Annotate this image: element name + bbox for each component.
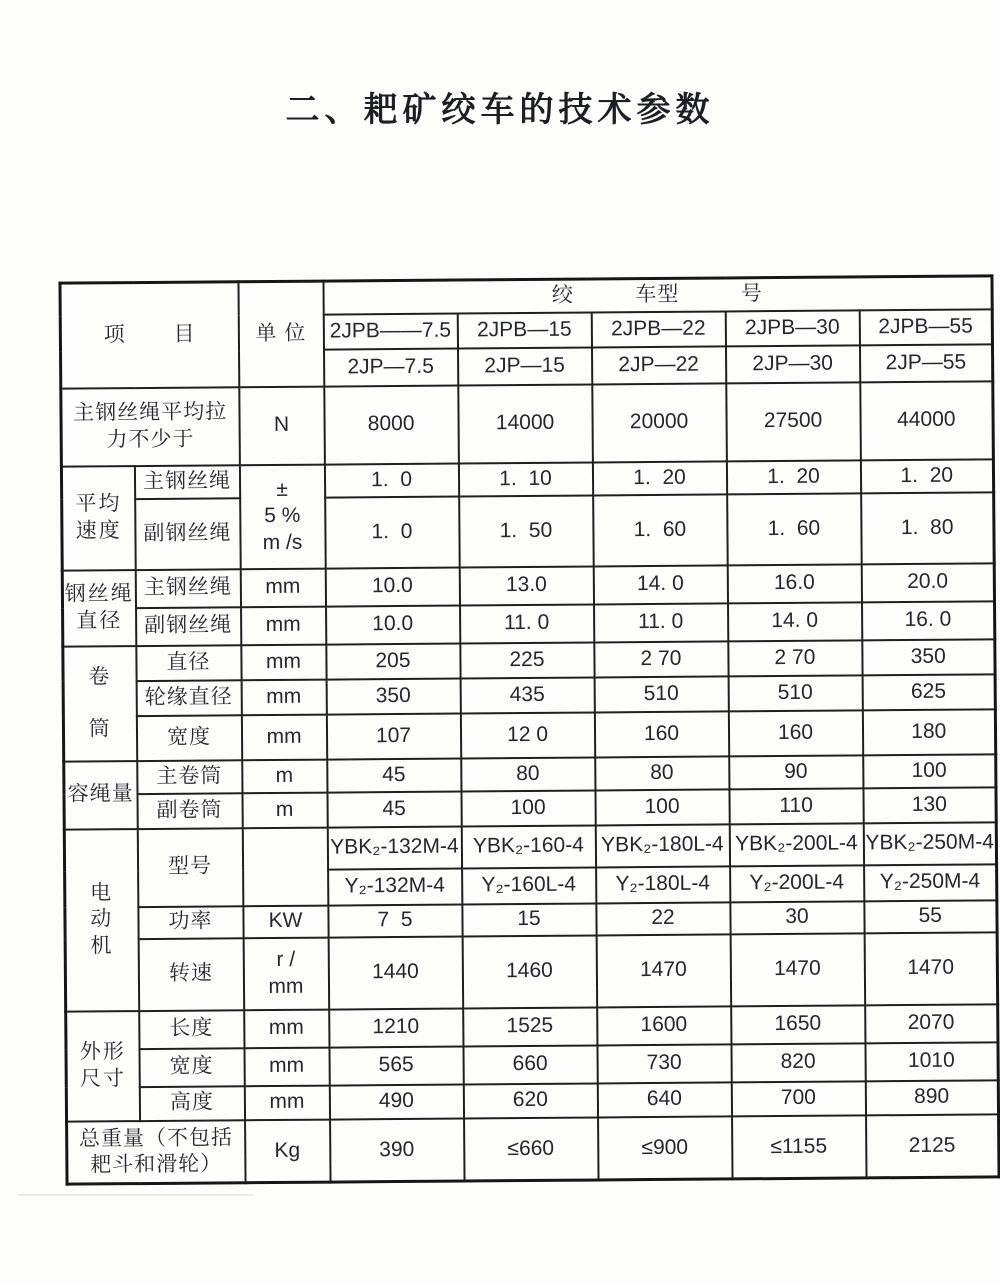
- value-cell: 1525: [463, 1007, 597, 1046]
- value-cell: 1. 20: [592, 461, 726, 495]
- value-cell: 10.0: [325, 567, 459, 606]
- spec-table: [58, 274, 1000, 1185]
- value-cell: 10.0: [326, 605, 460, 644]
- unit-cell: mm: [241, 714, 326, 760]
- value-cell: 1600: [597, 1006, 731, 1045]
- sub-label: 主卷筒: [137, 760, 242, 794]
- value-cell: 1. 20: [726, 460, 860, 494]
- value-cell: YBK₂-250M-4: [863, 822, 996, 865]
- value-cell: 107: [326, 713, 460, 759]
- value-cell: YBK₂-132M-4: [327, 826, 461, 869]
- value-cell: 11. 0: [594, 603, 728, 642]
- unit-cell: KW: [243, 905, 328, 938]
- sub-label: 功率: [138, 906, 243, 939]
- row-motor-speed: [65, 932, 998, 1011]
- value-cell: 1. 60: [593, 494, 728, 566]
- value-cell: 1. 50: [459, 495, 594, 567]
- header-unit-cell: 单 位: [238, 281, 324, 387]
- value-cell: 1470: [864, 932, 998, 1005]
- value-cell: 1. 10: [458, 462, 592, 496]
- sub-label: 轮缘直径: [136, 680, 241, 716]
- value-cell: ≤900: [598, 1116, 732, 1180]
- value-cell: 16. 0: [862, 601, 995, 640]
- sub-label: 副钢丝绳: [136, 607, 241, 646]
- row-label: 总重量（不包括 耙斗和滑轮）: [67, 1120, 245, 1184]
- value-cell: 100: [595, 789, 729, 825]
- value-cell: 45: [327, 791, 461, 827]
- sub-label: 副卷筒: [137, 793, 242, 829]
- scan-artifact-line: [18, 1194, 253, 1196]
- document-page: [0, 82, 1000, 1177]
- value-cell: 160: [594, 711, 728, 757]
- model-cell: 2JPB—15: [457, 312, 591, 348]
- row-label: 主钢丝绳平均拉 力不少于: [61, 387, 240, 466]
- value-cell: 1010: [865, 1042, 998, 1081]
- unit-cell: mm: [244, 1085, 329, 1120]
- value-cell: YBK₂-180L-4: [595, 824, 729, 867]
- value-cell: 180: [862, 709, 995, 755]
- sub-label: 长度: [139, 1010, 244, 1049]
- value-cell: 435: [460, 677, 594, 713]
- row-pull-force: [61, 381, 994, 466]
- header-model-group-cell: 绞 车型 号: [323, 276, 992, 314]
- unit-cell: m: [242, 792, 327, 828]
- value-cell: 1470: [596, 934, 731, 1007]
- value-cell: 1. 60: [727, 493, 862, 565]
- sub-label: 型号: [137, 828, 243, 907]
- value-cell: 2070: [865, 1004, 998, 1043]
- value-cell: 1. 20: [860, 459, 993, 493]
- unit-cell: mm: [241, 679, 326, 715]
- value-cell: 15: [462, 903, 596, 936]
- value-cell: 730: [597, 1044, 731, 1083]
- value-cell: 620: [463, 1083, 597, 1118]
- model-cell: 2JPB—55: [859, 309, 992, 345]
- sub-label: 高度: [139, 1086, 244, 1121]
- row-total-weight: [67, 1114, 999, 1184]
- value-cell: 205: [326, 643, 460, 679]
- model-cell: 2JP—7.5: [324, 348, 458, 386]
- sub-label: 宽度: [136, 715, 241, 761]
- value-cell: 13.0: [459, 566, 593, 605]
- sub-label: 主钢丝绳: [134, 465, 239, 499]
- value-cell: 1470: [730, 933, 865, 1006]
- sub-label: 副钢丝绳: [135, 498, 241, 570]
- value-cell: 1440: [328, 936, 463, 1009]
- value-cell: 55: [864, 900, 997, 933]
- group-label: 外形 尺寸: [66, 1011, 140, 1122]
- value-cell: 350: [862, 639, 995, 675]
- model-cell: 2JP—55: [859, 344, 992, 382]
- unit-cell: ± 5 % m /s: [239, 464, 325, 569]
- value-cell: Y₂-132M-4: [328, 868, 462, 905]
- value-cell: 160: [728, 710, 862, 756]
- value-cell: 20000: [592, 383, 727, 462]
- group-label: 电 动 机: [64, 829, 138, 1012]
- model-cell: 2JPB—22: [591, 311, 725, 347]
- unit-cell: N: [239, 386, 325, 465]
- value-cell: 14. 0: [728, 602, 862, 641]
- value-cell: 44000: [860, 381, 994, 460]
- unit-cell: m: [242, 759, 327, 793]
- value-cell: 890: [865, 1080, 998, 1115]
- value-cell: 100: [461, 790, 595, 826]
- page-title: 二、耙矿绞车的技术参数: [285, 91, 715, 129]
- value-cell: 625: [862, 674, 995, 710]
- value-cell: 1. 0: [324, 463, 458, 497]
- value-cell: 1. 80: [861, 492, 995, 564]
- group-label: 平均 速度: [61, 466, 135, 571]
- value-cell: 225: [460, 642, 594, 678]
- value-cell: Y₂-180L-4: [596, 866, 730, 903]
- value-cell: YBK₂-200L-4: [729, 823, 863, 866]
- value-cell: 27500: [726, 382, 861, 461]
- header-item-cell: 项 目: [60, 282, 239, 388]
- value-cell: 2 70: [594, 641, 728, 677]
- value-cell: 100: [863, 754, 996, 788]
- value-cell: 14. 0: [593, 565, 727, 604]
- value-cell: ≤1155: [732, 1115, 866, 1179]
- value-cell: 16.0: [727, 564, 861, 603]
- row-speed-aux: [62, 492, 995, 570]
- value-cell: Y₂-160L-4: [462, 867, 596, 904]
- value-cell: 110: [729, 788, 863, 824]
- value-cell: 11. 0: [460, 604, 594, 643]
- value-cell: 565: [329, 1046, 463, 1085]
- unit-cell: mm: [241, 644, 326, 680]
- value-cell: 7 5: [328, 904, 462, 937]
- row-drum-width: [63, 709, 995, 761]
- row-motor-model-ybk: [64, 822, 996, 871]
- value-cell: 30: [730, 901, 864, 934]
- value-cell: 130: [863, 787, 996, 823]
- value-cell: 820: [731, 1043, 865, 1082]
- unit-cell: mm: [244, 1009, 329, 1048]
- value-cell: 20.0: [861, 563, 994, 602]
- value-cell: 12 0: [460, 712, 594, 758]
- value-cell: 14000: [458, 384, 593, 463]
- unit-cell: mm: [244, 1047, 329, 1086]
- model-cell: 2JPB——7.5: [323, 313, 457, 349]
- sub-label: 主钢丝绳: [135, 569, 240, 608]
- value-cell: 1460: [462, 935, 597, 1008]
- value-cell: 2 70: [728, 640, 862, 676]
- value-cell: 490: [329, 1084, 463, 1119]
- value-cell: 700: [731, 1081, 865, 1116]
- sub-label: 宽度: [139, 1048, 244, 1087]
- sub-label: 直径: [136, 645, 241, 681]
- value-cell: 1. 0: [325, 496, 460, 568]
- model-cell: 2JP—30: [725, 345, 859, 383]
- value-cell: 1210: [329, 1008, 463, 1047]
- value-cell: 2125: [866, 1114, 1000, 1178]
- unit-cell: [242, 827, 328, 906]
- value-cell: 45: [327, 758, 461, 792]
- value-cell: 510: [594, 676, 728, 712]
- value-cell: Y₂-250M-4: [864, 864, 997, 901]
- model-cell: 2JPB—30: [725, 310, 859, 346]
- value-cell: 390: [330, 1118, 464, 1182]
- value-cell: 660: [463, 1045, 597, 1084]
- model-cell: 2JP—15: [457, 347, 591, 385]
- value-cell: 80: [595, 756, 729, 790]
- value-cell: 90: [729, 755, 863, 789]
- group-label: 容绳量: [64, 761, 138, 830]
- value-cell: 640: [597, 1082, 731, 1117]
- value-cell: 510: [728, 675, 862, 711]
- value-cell: 80: [461, 757, 595, 791]
- value-cell: ≤660: [464, 1117, 598, 1181]
- unit-cell: r / mm: [243, 937, 329, 1010]
- value-cell: 8000: [324, 385, 459, 464]
- value-cell: 350: [326, 678, 460, 714]
- unit-cell: mm: [241, 606, 326, 645]
- value-cell: YBK₂-160-4: [461, 825, 595, 868]
- group-label: 卷 筒: [63, 646, 137, 762]
- value-cell: 1650: [731, 1005, 865, 1044]
- sub-label: 转速: [138, 938, 244, 1011]
- unit-cell: Kg: [245, 1119, 330, 1183]
- value-cell: Y₂-200L-4: [730, 865, 864, 902]
- group-label: 钢丝绳 直径: [62, 570, 136, 647]
- value-cell: 22: [596, 902, 730, 935]
- unit-cell: mm: [240, 568, 325, 607]
- model-cell: 2JP—22: [591, 346, 725, 384]
